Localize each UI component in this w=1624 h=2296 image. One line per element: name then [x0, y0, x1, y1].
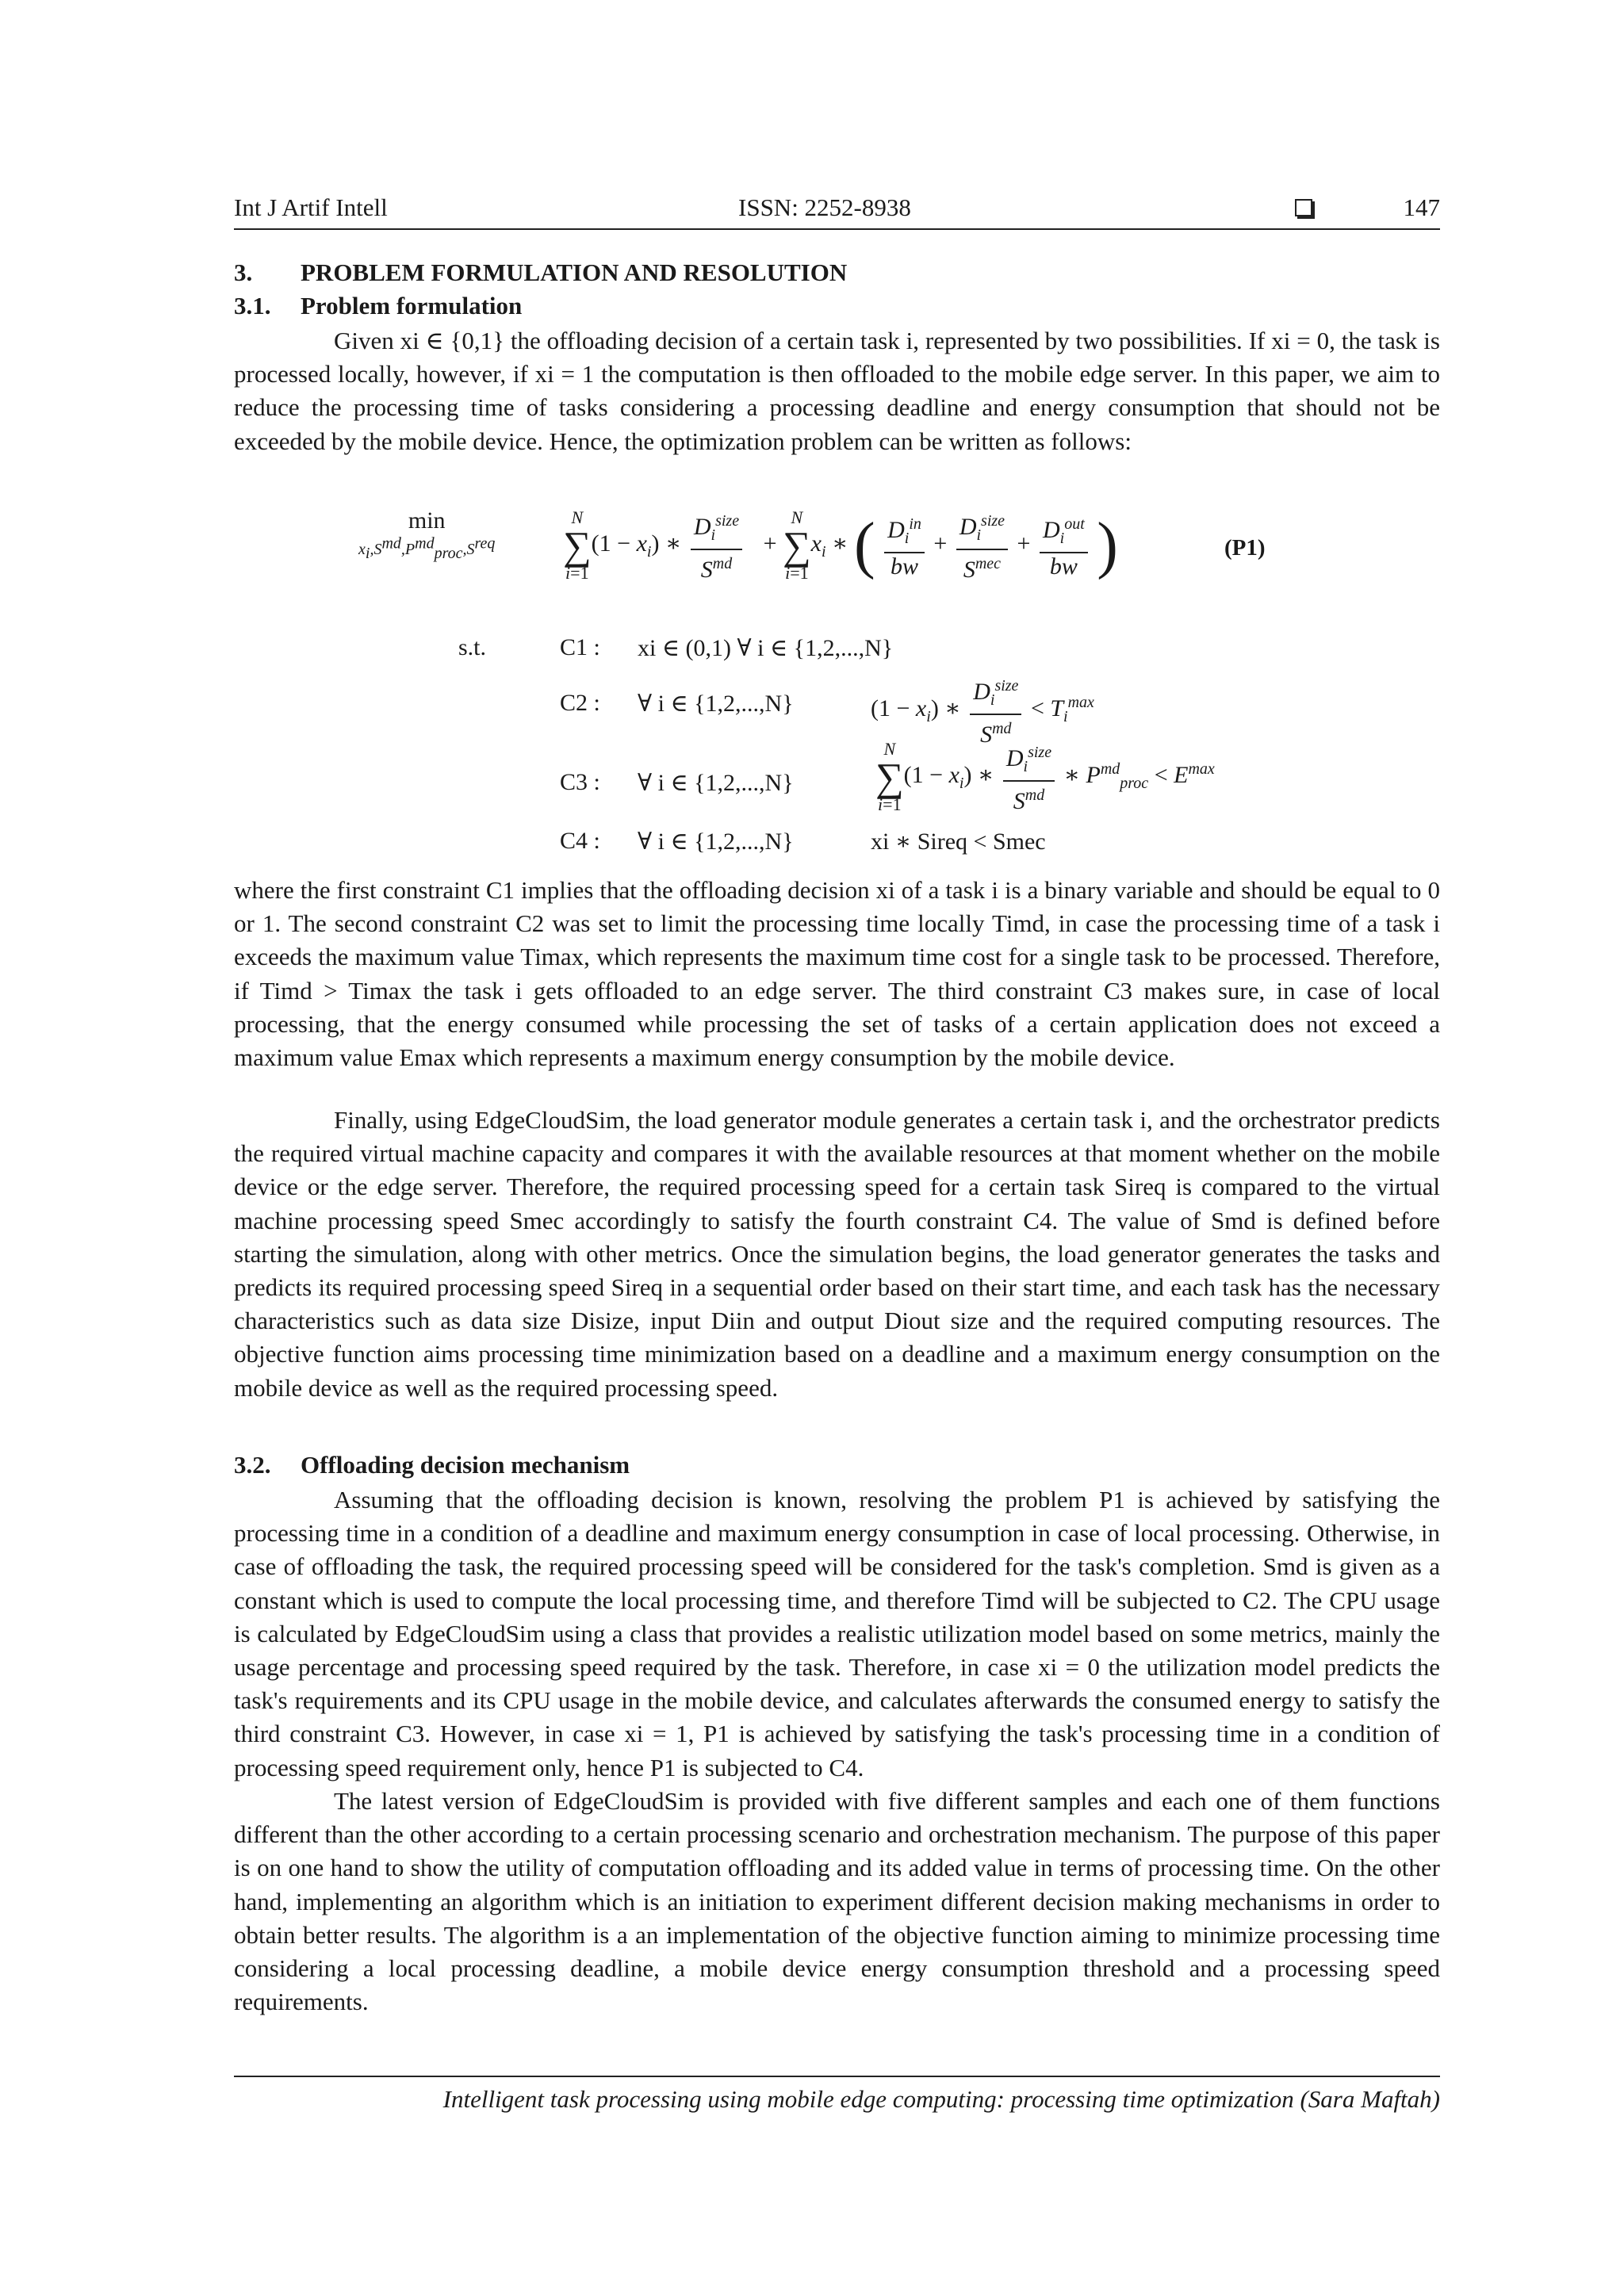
paragraph-3: Finally, using EdgeCloudSim, the load generator module generates a certain task i, and the orchestrator predicts the required virtual machine capacity and compares it with the available resources at that moment whether on the mobile device or the edge server. Therefore, the required processing speed for a certain task Sireq is compared to the virtual machine processing speed Smec accordingly to satisfy the fourth constraint C4. The value of Smd is defined before starting the simulation, along with other metrics. Once the simulation begins, the load generator generates the tasks and predicts its required processing speed Sireq in a sequential order based on their start time, and each task has the necessary characteristics such as data size Disize, input Diin and output Diout size and the required computing resources. The objective function aims processing time minimization based on a deadline and a maximum energy consumption on the mobile device as well as the required processing speed.: [234, 1106, 1440, 1402]
constraint-c3-name: C3 :: [560, 769, 600, 795]
paragraph-2: where the first constraint C1 implies that the offloading decision xi of a task i is a binary variable and should be equal to 0 or 1. The second constraint C2 was set to limit the processing time locally Timd, in case the processing time of a task i exceeds the maximum value Timax, which represents the maximum time cost for a single task to be processed. Therefore, if Timd > Timax the task i gets offloaded to an edge server. The third constraint C3 makes sure, in case of local processing, that the energy consumed while processing the set of tasks of a certain application does not exceed a maximum value Emax which represents a maximum energy consumption by the mobile device.: [234, 876, 1440, 1072]
issn: ISSN: 2252-8938: [738, 193, 911, 221]
paragraph-4: Assuming that the offloading decision is known, resolving the problem P1 is achieved by satisfying the processing time in a condition of a deadline and maximum energy consumption in case of local processing. Otherwise, in case of offloading the task, the required processing speed will be considered for the task's completion. Smd is given as a constant which is used to compute the local processing time, and therefore Timd will be subjected to C2. The CPU usage is calculated by EdgeCloudSim using a class that provides a realistic utilization model based on some metrics, mainly the usage percentage and processing speed required by the task. Therefore, in case xi = 0 the utilization model predicts the task's requirements and its CPU usage in the mobile device, and calculates afterwards the consumed energy to satisfy the third constraint C3. However, in case xi = 1, P1 is achieved by satisfying the task's processing time in a condition of processing speed requirement only, hence P1 is subjected to C4.: [234, 1486, 1440, 1781]
page-number: 147: [1403, 193, 1440, 221]
footer-rule: [234, 2076, 1440, 2077]
square-icon: [1295, 199, 1312, 216]
constraint-c4-quantifier: ∀ i ∈ {1,2,...,N}: [638, 828, 794, 855]
paragraph-5: The latest version of EdgeCloudSim is provided with five different samples and each one of them functions different than the other according to a certain processing scenario and orchestration mechanism. The purpose of this paper is on one hand to show the utility of computation offloading and its added value in terms of processing time. On the other hand, implementing an algorithm which is an initiation to experiment different decision making mechanisms in order to obtain better results. The algorithm is a an implementation of the objective function aiming to minimize processing time considering a local processing deadline, a mobile device energy consumption threshold and a processing speed requirements.: [234, 1787, 1440, 2016]
subject-to: s.t.: [458, 634, 487, 660]
objective-min: min $x_i,S^{md},P^{md}_{proc},S^{req}$: [358, 507, 496, 562]
constraint-c2-name: C2 :: [560, 690, 600, 716]
subsection-heading-3-2: 3.2. Offloading decision mechanism: [234, 1451, 630, 1479]
running-footer: Intelligent task processing using mobile edge computing: processing time optimization (Sara Maftah): [442, 2085, 1440, 2113]
constraint-c3-quantifier: ∀ i ∈ {1,2,...,N}: [638, 770, 794, 796]
running-header: [234, 190, 1440, 230]
paragraph-1: Given xi ∈ {0,1} the offloading decision of a certain task i, represented by two possibilities. If xi = 0, the task is processed locally, however, if xi = 1 the computation is then offloaded to the mobile edge server. In this paper, we aim to reduce the processing time of tasks considering a processing deadline and energy consumption that should not be exceeded by the mobile device. Hence, the optimization problem can be written as follows:: [234, 327, 1440, 455]
journal-name: Int J Artif Intell: [234, 193, 388, 221]
constraint-c4-expression: xi ∗ Sireq < Smec: [871, 828, 1046, 855]
section-heading: 3. PROBLEM FORMULATION AND RESOLUTION: [234, 258, 848, 286]
constraint-c1: xi ∈ (0,1) ∀ i ∈ {1,2,...,N}: [638, 635, 894, 661]
subsection-heading-3-1: 3.1. Problem formulation: [234, 292, 523, 320]
constraint-c4-name: C4 :: [560, 828, 600, 854]
equation-label: (P1): [1224, 535, 1266, 561]
constraint-c3-expression: N ∑ i=1 $(1 - x_i)$ ∗ $\frac{D_i^{size}}{S^{md}}$ ∗ $P^{md}_{proc} < E^{max}$: [875, 739, 1215, 814]
objective-function: N ∑ i=1 $(1 - x_i)$ ∗ $\frac{D_i^{size}}{S^{md}}$ + N ∑ i=1 $x_i$ ∗ ( $\frac{D_i^{in}}{bw}$ + $\frac{D_i^{size}}{S^{mec}}$ + $\frac{D_i^{out}}{bw}$ ): [563, 507, 1118, 583]
constraint-c1-name: C1 :: [560, 634, 600, 660]
constraint-c2-expression: $(1 - x_i)$ ∗ $\frac{D_i^{size}}{S^{md}}$ < $T_i^{max}$: [871, 672, 1094, 748]
constraint-c2-quantifier: ∀ i ∈ {1,2,...,N}: [638, 691, 794, 717]
